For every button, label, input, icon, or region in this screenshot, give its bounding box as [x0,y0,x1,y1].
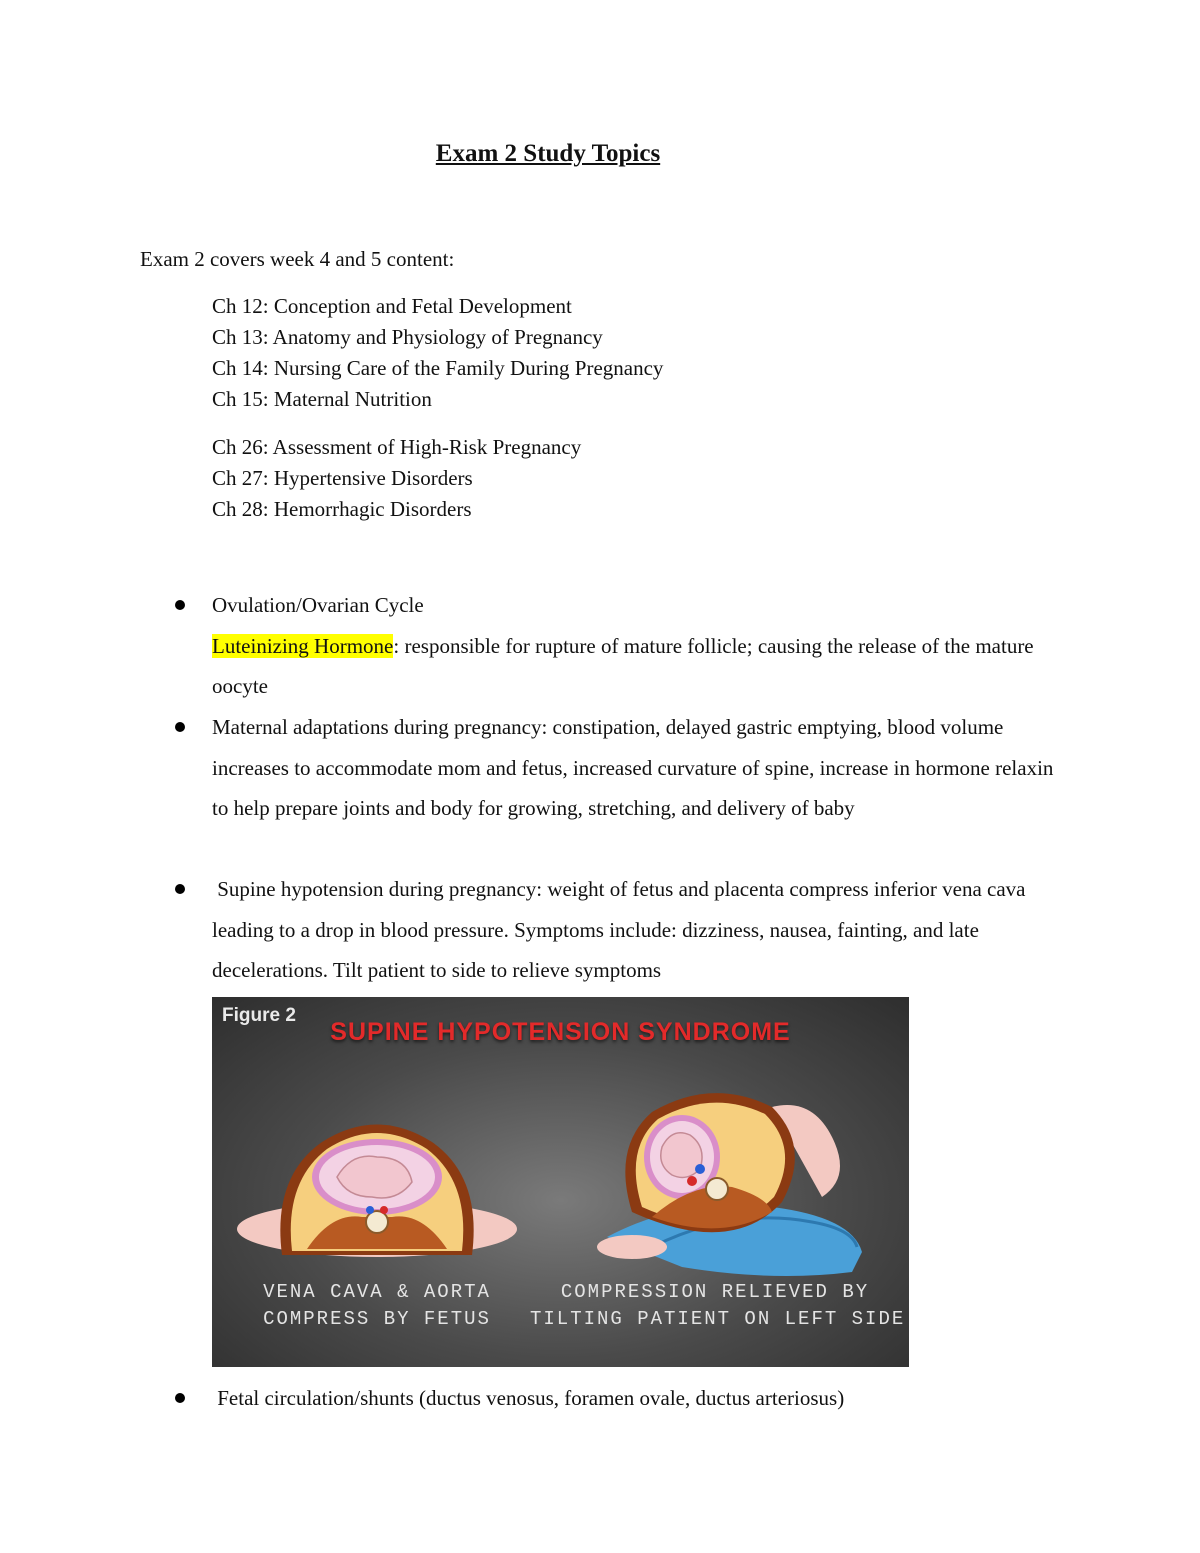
chapter-item: Ch 26: Assessment of High-Risk Pregnancy [212,435,582,459]
bullet-body-text: : responsible for rupture of mature follicle; causing the release of the mature oocyte [212,633,1034,698]
figure-caption-right [530,1279,906,1333]
caption-line: VENA CAVA & AORTA [263,1281,491,1303]
tilted-cross-section-illustration [597,1093,862,1276]
bullet-icon [175,722,185,732]
bullet-heading: Ovulation/Ovarian Cycle [212,593,424,617]
chapter-list-1 [212,291,663,415]
chapter-item: Ch 27: Hypertensive Disorders [212,466,473,490]
supine-cross-section-illustration [237,1125,517,1258]
caption-line: COMPRESS BY FETUS [263,1308,491,1330]
figure-caption-left [252,1279,502,1333]
bullet-body [212,626,1062,707]
page-title: Exam 2 Study Topics [435,140,661,167]
chapter-item: Ch 13: Anatomy and Physiology of Pregnancy [212,325,603,349]
chapter-item: Ch 12: Conception and Fetal Development [212,294,572,318]
bullet-item-maternal-adaptations: Maternal adaptations during pregnancy: constipation, delayed gastric emptying, blood volume increases to accommodate mom and fetus, increased curvature of spine, increase in hormone relaxin to help prepare joints and body for growing, stretching, and delivery of baby [212,715,1054,820]
caption-line: COMPRESSION RELIEVED BY [560,1281,870,1303]
figure-label: Figure 2 [222,1005,296,1026]
bullet-item-supine-hypotension: Supine hypotension during pregnancy: weight of fetus and placenta compress inferior vena cava leading to a drop in blood pressure. Symptoms include: dizziness, nausea, fainting, and late decelerations. Tilt patient to side to relieve symptoms [212,877,1031,982]
chapter-item: Ch 15: Maternal Nutrition [212,387,432,411]
chapter-item: Ch 28: Hemorrhagic Disorders [212,497,472,521]
bullet-icon [175,884,185,894]
intro-text: Exam 2 covers week 4 and 5 content: [140,247,455,271]
bullet-item-ovulation [212,585,1062,707]
caption-line: TILTING PATIENT ON LEFT SIDE [530,1308,906,1330]
figure-title: SUPINE HYPOTENSION SYNDROME [330,1018,791,1046]
bullet-icon [175,1393,185,1403]
bullet-item-fetal-circulation: Fetal circulation/shunts (ductus venosus, foramen ovale, ductus arteriosus) [212,1386,845,1410]
bullet-icon [175,600,185,610]
highlighted-term: Luteinizing Hormone [212,633,394,658]
figure-supine-hypotension [212,997,909,1367]
chapter-item: Ch 14: Nursing Care of the Family During Pregnancy [212,356,664,380]
chapter-list-2 [212,432,581,525]
